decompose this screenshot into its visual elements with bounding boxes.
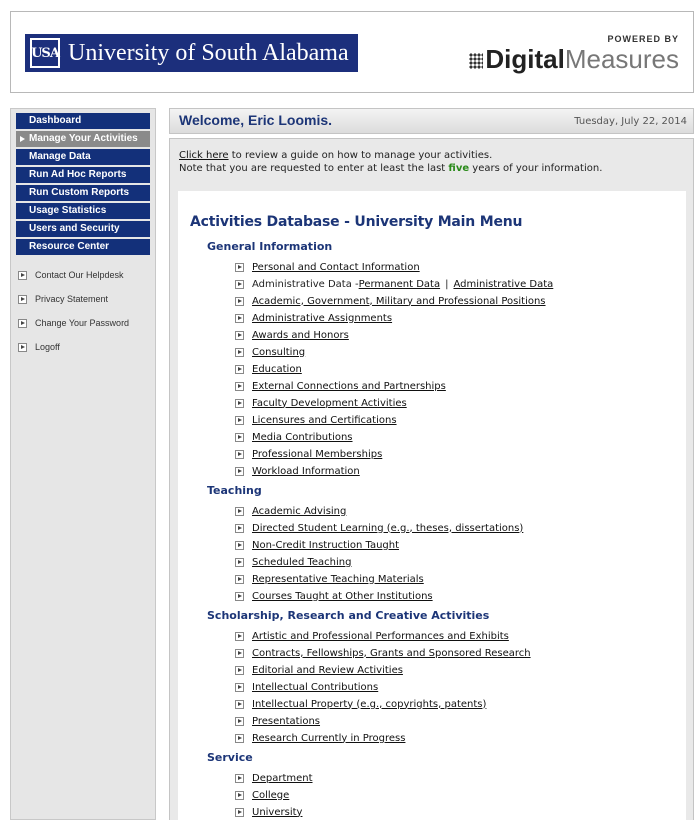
list-item xyxy=(235,277,553,291)
arrow-bullet-icon[interactable] xyxy=(235,700,244,709)
arrow-bullet-icon[interactable] xyxy=(235,632,244,641)
admin-data-prefix: Administrative Data - xyxy=(252,278,359,290)
arrow-bullet-icon[interactable] xyxy=(235,450,244,459)
sidebar-links xyxy=(16,269,150,353)
guide-note xyxy=(179,149,602,175)
digital-measures-logo[interactable] xyxy=(469,44,679,75)
sidebar-link-label: Change Your Password xyxy=(35,318,130,328)
sidebar-item-dashboard[interactable]: Dashboard xyxy=(16,113,150,129)
welcome-bar xyxy=(169,108,694,134)
arrow-bullet-icon[interactable] xyxy=(235,649,244,658)
list-item xyxy=(235,731,405,745)
list-item xyxy=(235,294,546,308)
arrow-bullet-icon[interactable] xyxy=(235,314,244,323)
arrow-bullet-icon[interactable] xyxy=(235,382,244,391)
section-heading-service: Service xyxy=(207,751,253,764)
menu-link-intellectual-contributions[interactable]: Intellectual Contributions xyxy=(252,681,379,693)
sidebar-item-run-custom-reports[interactable]: Run Custom Reports xyxy=(16,185,150,201)
sidebar-item-resource-center[interactable]: Resource Center xyxy=(16,239,150,255)
list-item xyxy=(235,447,382,461)
section-heading-teaching: Teaching xyxy=(207,484,262,497)
sidebar-item-usage-statistics[interactable]: Usage Statistics xyxy=(16,203,150,219)
list-item xyxy=(235,345,305,359)
arrow-bullet-icon[interactable] xyxy=(235,280,244,289)
menu-link-awards-and-honors[interactable]: Awards and Honors xyxy=(252,329,349,341)
list-item xyxy=(235,555,351,569)
arrow-bullet-icon[interactable] xyxy=(235,666,244,675)
menu-link-external-connections-and-partnerships[interactable]: External Connections and Partnerships xyxy=(252,380,446,392)
arrow-bullet-icon[interactable] xyxy=(235,683,244,692)
section-heading-scholarship-research-and-creative-activities: Scholarship, Research and Creative Activities xyxy=(207,609,490,622)
sidebar-link-logoff[interactable] xyxy=(16,341,150,353)
menu-link-university[interactable]: University xyxy=(252,806,303,818)
sidebar-item-manage-your-activities[interactable]: Manage Your Activities xyxy=(16,131,150,147)
note-line1-text: to review a guide on how to manage your activities. xyxy=(228,150,493,161)
arrow-bullet-icon[interactable] xyxy=(235,808,244,817)
list-item xyxy=(235,680,378,694)
click-here-link[interactable]: Click here xyxy=(179,150,229,161)
list-item xyxy=(235,413,397,427)
arrow-bullet-icon[interactable] xyxy=(235,297,244,306)
university-logo[interactable] xyxy=(25,34,358,72)
sidebar-link-label: Logoff xyxy=(35,342,60,352)
arrow-bullet-icon[interactable] xyxy=(235,331,244,340)
menu-link-faculty-development-activities[interactable]: Faculty Development Activities xyxy=(252,397,407,409)
welcome-text: Welcome, Eric Loomis. xyxy=(179,112,333,128)
menu-link-department[interactable]: Department xyxy=(252,772,313,784)
menu-link-academic-advising[interactable]: Academic Advising xyxy=(252,505,347,517)
arrow-bullet-icon xyxy=(18,343,27,352)
main-content xyxy=(169,138,694,820)
list-item xyxy=(235,464,360,478)
arrow-bullet-icon[interactable] xyxy=(235,575,244,584)
list-item xyxy=(235,260,420,274)
menu-title: Activities Database - University Main Menu xyxy=(190,214,523,230)
menu-link-intellectual-property-e-g-copyrights-patents[interactable]: Intellectual Property (e.g., copyrights, patents) xyxy=(252,698,487,710)
sidebar-link-label: Contact Our Helpdesk xyxy=(35,270,124,280)
sidebar xyxy=(10,108,156,820)
menu-link-media-contributions[interactable]: Media Contributions xyxy=(252,431,353,443)
menu-link-contracts-fellowships-grants-and-sponsored-research[interactable]: Contracts, Fellowships, Grants and Sponsored Research xyxy=(252,647,531,659)
sidebar-item-manage-data[interactable]: Manage Data xyxy=(16,149,150,165)
list-item xyxy=(235,589,433,603)
arrow-bullet-icon[interactable] xyxy=(235,507,244,516)
list-item xyxy=(235,788,289,802)
arrow-bullet-icon[interactable] xyxy=(235,734,244,743)
arrow-bullet-icon[interactable] xyxy=(235,592,244,601)
usa-seal-icon: USA xyxy=(30,38,60,68)
arrow-bullet-icon[interactable] xyxy=(235,416,244,425)
menu-link-consulting[interactable]: Consulting xyxy=(252,346,306,358)
dm-digital-text: Digital xyxy=(485,44,565,74)
arrow-bullet-icon xyxy=(18,295,27,304)
list-item xyxy=(235,771,313,785)
arrow-bullet-icon[interactable] xyxy=(235,774,244,783)
dots-icon xyxy=(469,53,483,69)
arrow-bullet-icon[interactable] xyxy=(235,433,244,442)
sidebar-link-change-your-password[interactable] xyxy=(16,317,150,329)
permanent-data-link[interactable]: Permanent Data xyxy=(358,278,441,290)
sidebar-item-users-and-security[interactable]: Users and Security xyxy=(16,221,150,237)
arrow-bullet-icon[interactable] xyxy=(235,524,244,533)
menu-link-artistic-and-professional-performances-and-exhibits[interactable]: Artistic and Professional Performances and Exhibits xyxy=(252,630,509,642)
sidebar-nav xyxy=(16,113,150,255)
list-item xyxy=(235,362,302,376)
section-heading-general-information: General Information xyxy=(207,240,333,253)
list-item xyxy=(235,646,531,660)
list-item xyxy=(235,697,486,711)
note-five: five xyxy=(448,163,470,174)
dm-measures-text: Measures xyxy=(564,44,679,74)
note-line2-pre: Note that you are requested to enter at least the last xyxy=(179,163,449,174)
menu-link-college[interactable]: College xyxy=(252,789,290,801)
list-item xyxy=(235,328,349,342)
arrow-bullet-icon[interactable] xyxy=(235,365,244,374)
sidebar-item-run-ad-hoc-reports[interactable]: Run Ad Hoc Reports xyxy=(16,167,150,183)
menu-link-workload-information[interactable]: Workload Information xyxy=(252,465,360,477)
sidebar-link-contact-our-helpdesk[interactable] xyxy=(16,269,150,281)
list-item xyxy=(235,663,403,677)
arrow-bullet-icon[interactable] xyxy=(235,558,244,567)
arrow-bullet-icon[interactable] xyxy=(235,348,244,357)
menu-link-research-currently-in-progress[interactable]: Research Currently in Progress xyxy=(252,732,406,744)
current-date: Tuesday, July 22, 2014 xyxy=(574,116,687,127)
list-item xyxy=(235,311,392,325)
menu-link-presentations[interactable]: Presentations xyxy=(252,715,321,727)
menu-link-personal-and-contact-information[interactable]: Personal and Contact Information xyxy=(252,261,420,273)
sidebar-link-privacy-statement[interactable] xyxy=(16,293,150,305)
arrow-bullet-icon[interactable] xyxy=(235,263,244,272)
menu-link-representative-teaching-materials[interactable]: Representative Teaching Materials xyxy=(252,573,424,585)
university-name: University of South Alabama xyxy=(68,39,349,66)
list-item xyxy=(235,629,509,643)
list-item xyxy=(235,805,302,819)
arrow-bullet-icon[interactable] xyxy=(235,791,244,800)
note-line2-post: years of your information. xyxy=(469,163,603,174)
menu-link-courses-taught-at-other-institutions[interactable]: Courses Taught at Other Institutions xyxy=(252,590,433,602)
link-separator: | xyxy=(445,278,449,290)
site-header xyxy=(10,11,694,93)
main-menu-panel xyxy=(178,191,686,831)
menu-link-academic-government-military-and-professional-positions[interactable]: Academic, Government, Military and Professional Positions xyxy=(252,295,546,307)
arrow-bullet-icon[interactable] xyxy=(235,467,244,476)
arrow-bullet-icon xyxy=(18,271,27,280)
menu-link-directed-student-learning-e-g-theses-dissertations[interactable]: Directed Student Learning (e.g., theses, dissertations) xyxy=(252,522,524,534)
list-item xyxy=(235,521,523,535)
menu-link-licensures-and-certifications[interactable]: Licensures and Certifications xyxy=(252,414,397,426)
menu-link-scheduled-teaching[interactable]: Scheduled Teaching xyxy=(252,556,352,568)
list-item xyxy=(235,572,424,586)
menu-link-non-credit-instruction-taught[interactable]: Non-Credit Instruction Taught xyxy=(252,539,400,551)
menu-link-administrative-assignments[interactable]: Administrative Assignments xyxy=(252,312,393,324)
arrow-bullet-icon[interactable] xyxy=(235,717,244,726)
arrow-bullet-icon xyxy=(18,319,27,328)
list-item xyxy=(235,430,353,444)
list-item xyxy=(235,504,346,518)
arrow-bullet-icon[interactable] xyxy=(235,399,244,408)
sidebar-link-label: Privacy Statement xyxy=(35,294,109,304)
list-item xyxy=(235,714,320,728)
menu-link-professional-memberships[interactable]: Professional Memberships xyxy=(252,448,383,460)
list-item xyxy=(235,396,407,410)
powered-by-label: POWERED BY xyxy=(607,34,679,44)
arrow-bullet-icon[interactable] xyxy=(235,541,244,550)
menu-link-editorial-and-review-activities[interactable]: Editorial and Review Activities xyxy=(252,664,403,676)
list-item xyxy=(235,379,446,393)
menu-link-education[interactable]: Education xyxy=(252,363,302,375)
administrative-data-link[interactable]: Administrative Data xyxy=(453,278,554,290)
list-item xyxy=(235,538,399,552)
